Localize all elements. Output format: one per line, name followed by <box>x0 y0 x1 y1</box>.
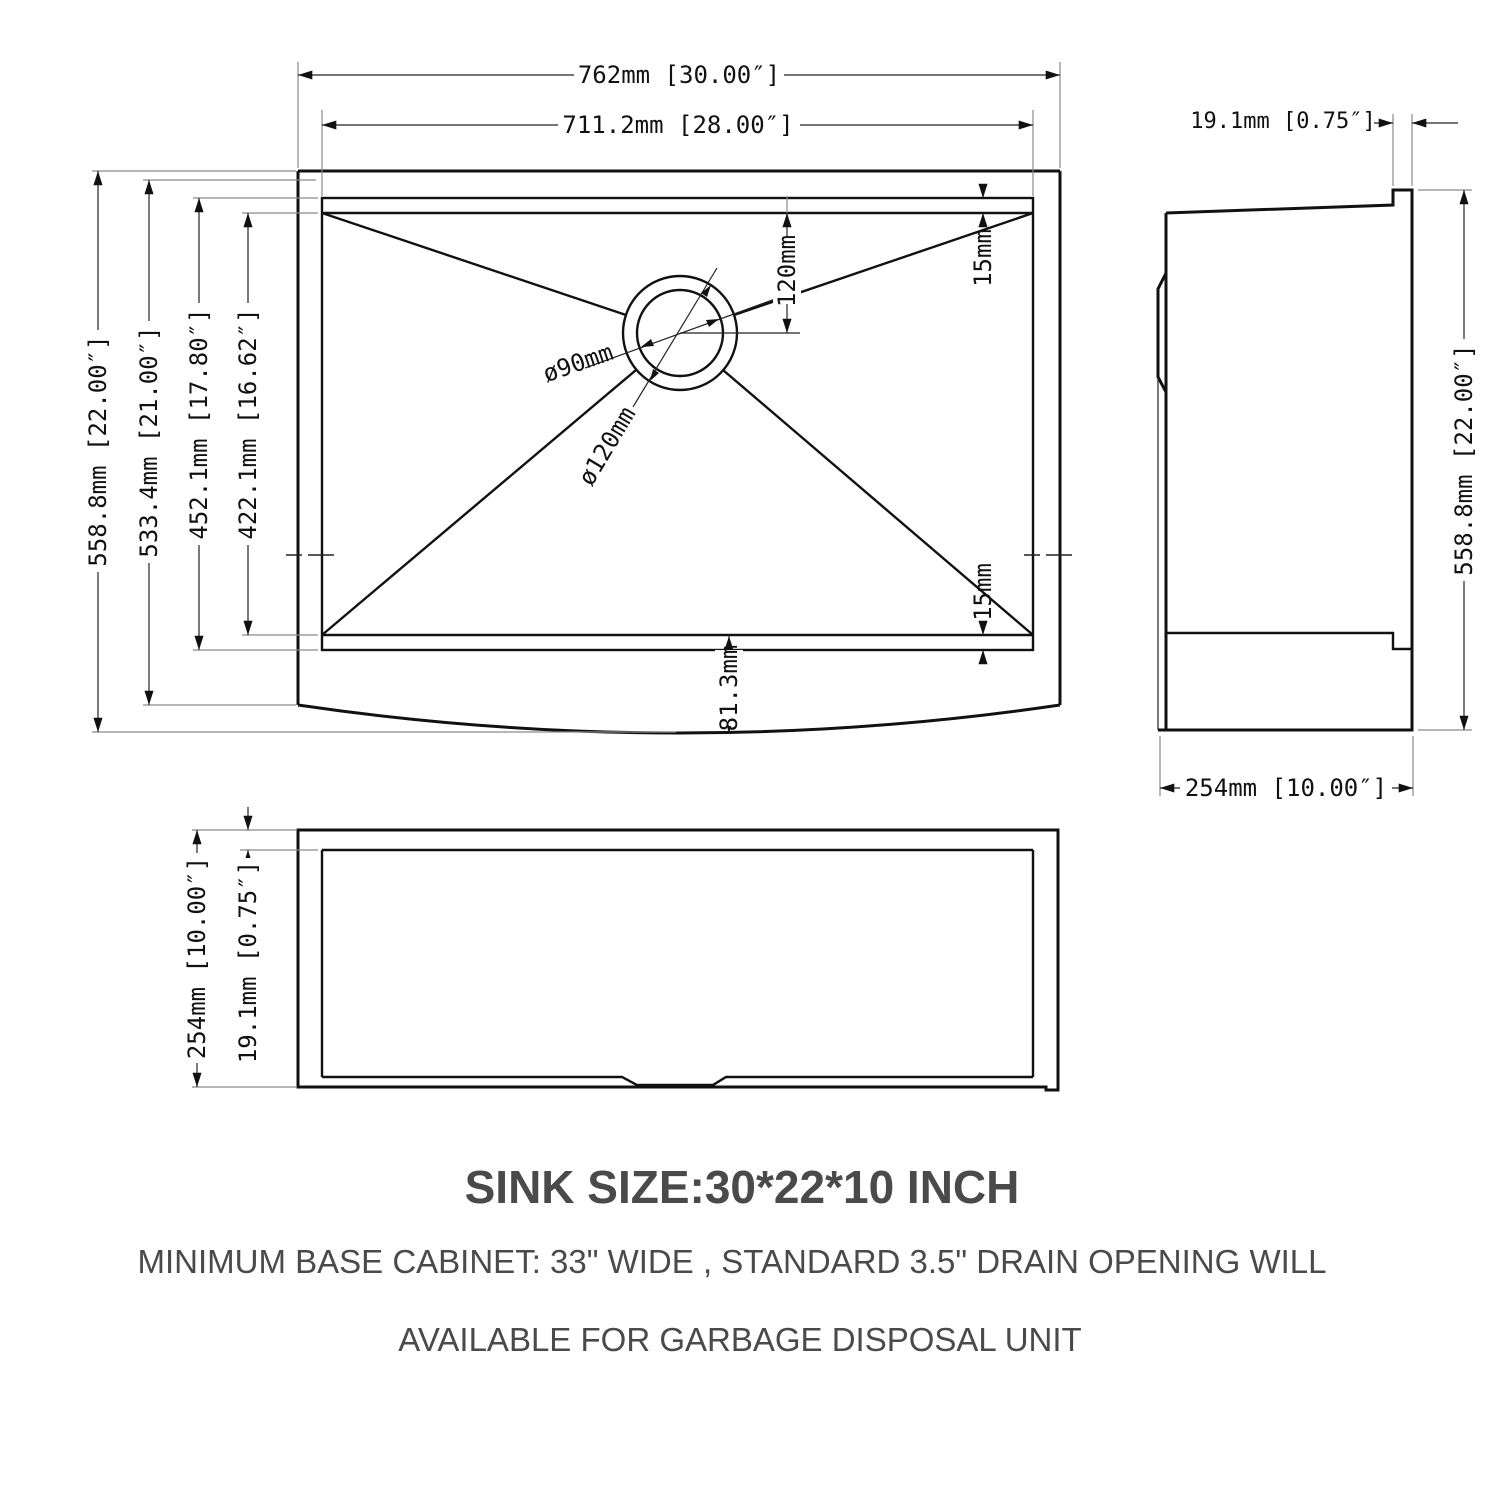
note-line-1: MINIMUM BASE CABINET: 33" WIDE , STANDARD 3.5" DRAIN OPENING WILL <box>137 1243 1327 1280</box>
front-view-dimension-labels <box>183 853 262 1066</box>
dim-drain-offset: 120mm <box>773 234 801 308</box>
front-view-outline <box>298 830 1058 1090</box>
top-view <box>84 61 1072 733</box>
side-view <box>1158 109 1478 802</box>
dim-front-height: 254mm [10.00″] <box>183 856 211 1060</box>
top-view-dimension-labels <box>84 61 997 731</box>
dim-width-outer: 762mm [30.00″] <box>577 61 781 89</box>
dim-depth-rim: 533.4mm [21.00″] <box>135 326 163 558</box>
dim-depth-total: 558.8mm [22.00″] <box>84 335 112 567</box>
bowl-outline <box>322 198 1033 650</box>
dim-side-rim: 19.1mm [0.75″] <box>1190 109 1376 134</box>
dim-gap-bottom: 15mm <box>969 563 997 621</box>
sink-size-title: SINK SIZE:30*22*10 INCH <box>464 1161 1020 1213</box>
note-line-2: AVAILABLE FOR GARBAGE DISPOSAL UNIT <box>398 1321 1082 1358</box>
side-view-extension-lines <box>1160 114 1472 796</box>
side-view-dimension-lines <box>1160 123 1464 788</box>
side-view-outline <box>1158 190 1412 730</box>
dim-drain-outer-dia: ø120mm <box>572 401 642 491</box>
top-view-outline <box>298 171 1060 733</box>
dim-side-height: 254mm [10.00″] <box>1184 774 1388 802</box>
drain-bump <box>322 1077 1033 1085</box>
front-view <box>183 807 1058 1090</box>
apron-curve <box>298 705 1060 733</box>
dim-gap-top: 15mm <box>969 229 997 287</box>
dim-front-rim: 19.1mm [0.75″] <box>234 860 262 1064</box>
notes-block <box>137 1161 1326 1358</box>
dim-width-inner: 711.2mm [28.00″] <box>562 111 794 139</box>
dim-side-depth: 558.8mm [22.00″] <box>1450 344 1478 576</box>
dim-bowl-outer: 452.1mm [17.80″] <box>185 308 213 540</box>
dim-drain-inner-dia: ø90mm <box>539 338 617 388</box>
dim-apron-depth: 81.3mm <box>715 644 743 732</box>
side-view-dimension-labels <box>1180 109 1478 802</box>
dim-bowl-inner: 422.1mm [16.62″] <box>234 308 262 540</box>
